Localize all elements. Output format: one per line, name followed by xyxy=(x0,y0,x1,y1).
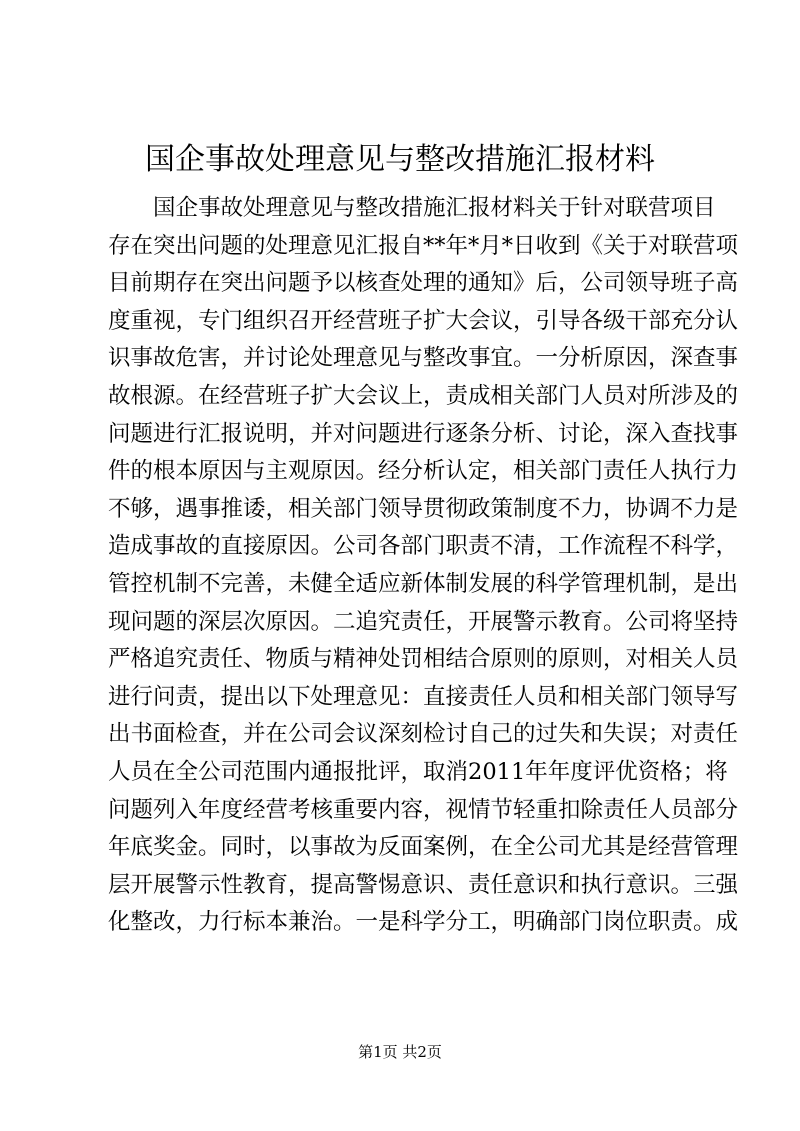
body-line: 人员在全公司范围内通报批评，取消2011年年度评优资格；将 xyxy=(108,758,728,785)
document-title: 国企事故处理意见与整改措施汇报材料 xyxy=(145,142,655,177)
body-line: 问题进行汇报说明，并对问题进行逐条分析、讨论，深入查找事 xyxy=(108,420,739,447)
body-line: 存在突出问题的处理意见汇报自**年*月*日收到《关于对联营项 xyxy=(108,232,739,259)
body-line: 层开展警示性教育，提高警惕意识、责任意识和执行意识。三强 xyxy=(108,871,739,898)
body-line: 件的根本原因与主观原因。经分析认定，相关部门责任人执行力 xyxy=(108,458,739,485)
body-line: 目前期存在突出问题予以核查处理的通知》后，公司领导班子高 xyxy=(108,270,739,297)
body-line: 故根源。在经营班子扩大会议上，责成相关部门人员对所涉及的 xyxy=(108,382,739,409)
body-line: 现问题的深层次原因。二追究责任，开展警示教育。公司将坚持 xyxy=(108,608,739,635)
page-footer: 第1页 共2页 xyxy=(358,1043,442,1061)
body-line: 度重视，专门组织召开经营班子扩大会议，引导各级干部充分认 xyxy=(108,307,739,334)
document-body xyxy=(108,190,739,942)
body-line: 化整改，力行标本兼治。一是科学分工，明确部门岗位职责。成 xyxy=(108,909,739,936)
body-line: 年底奖金。同时，以事故为反面案例，在全公司尤其是经营管理 xyxy=(108,834,739,861)
body-line: 严格追究责任、物质与精神处罚相结合原则的原则，对相关人员 xyxy=(108,646,739,673)
body-line: 国企事故处理意见与整改措施汇报材料关于针对联营项目 xyxy=(153,195,716,221)
body-line: 识事故危害，并讨论处理意见与整改事宜。一分析原因，深查事 xyxy=(108,345,739,372)
body-line: 出书面检查，并在公司会议深刻检讨自己的过失和失误；对责任 xyxy=(108,721,739,748)
body-line: 进行问责，提出以下处理意见：直接责任人员和相关部门领导写 xyxy=(108,683,739,710)
body-line: 问题列入年度经营考核重要内容，视情节轻重扣除责任人员部分 xyxy=(108,796,739,823)
body-line: 管控机制不完善，未健全适应新体制发展的科学管理机制，是出 xyxy=(108,570,739,597)
body-line: 不够，遇事推诿，相关部门领导贯彻政策制度不力，协调不力是 xyxy=(108,495,739,522)
body-line: 造成事故的直接原因。公司各部门职责不清，工作流程不科学， xyxy=(108,533,739,560)
